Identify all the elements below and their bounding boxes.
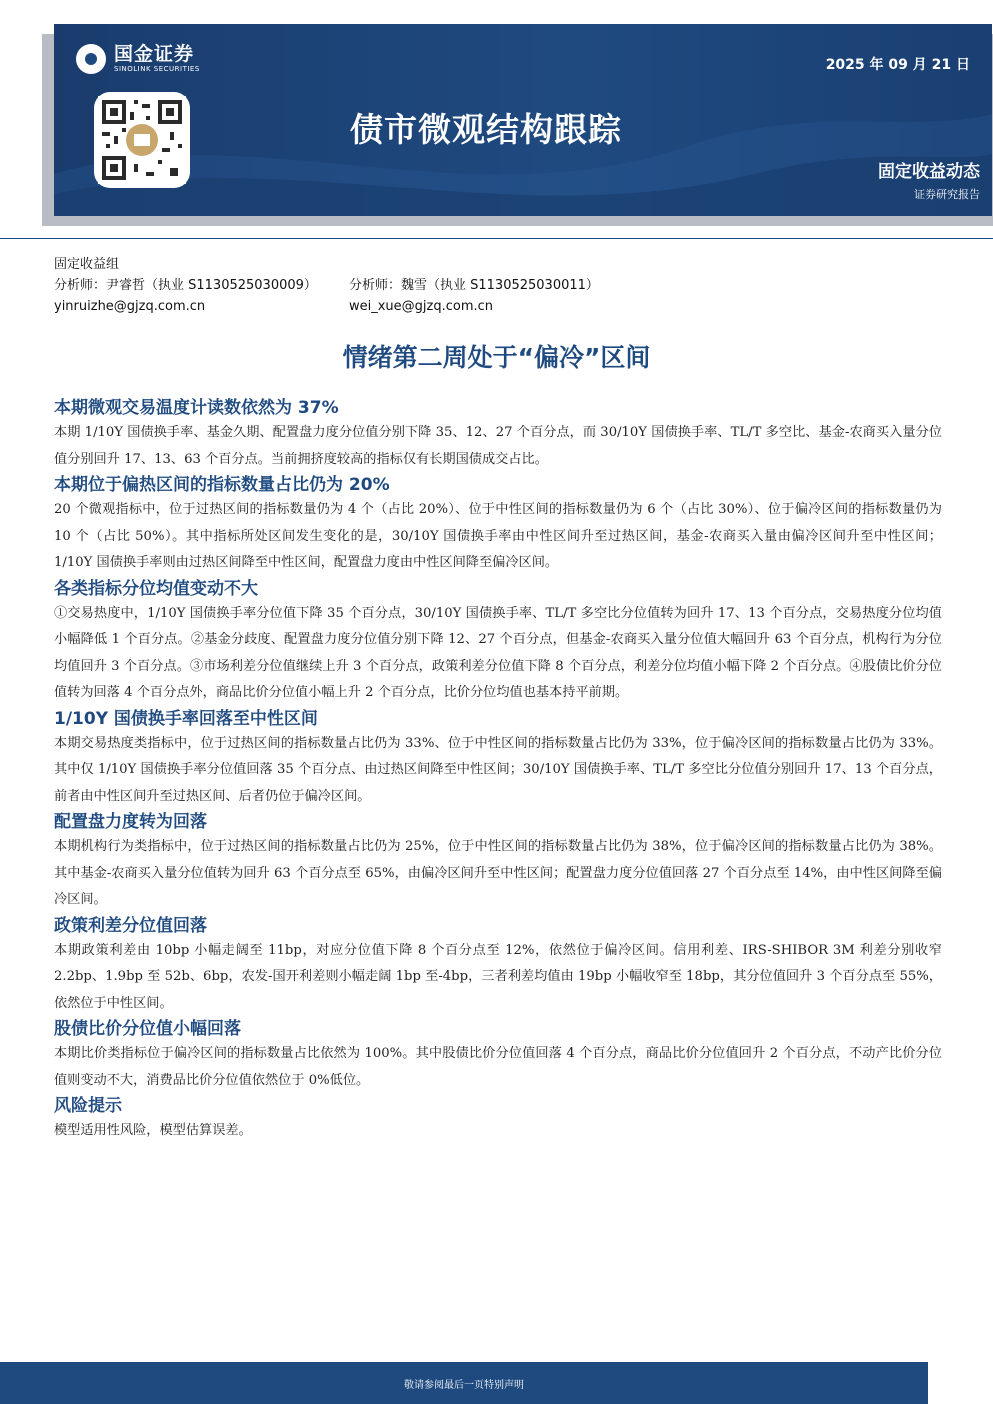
section — [54, 914, 942, 1018]
report-category: 固定收益动态 — [878, 162, 980, 182]
section-paragraph: 本期比价类指标位于偏冷区间的指标数量占比依然为 100%。其中股债比价分位值回落 4 个百分点，商品比价分位值回升 2 个百分点，不动产比价分位值则变动不大，消费品比价分位值依然位于 0%低位。 — [54, 1046, 942, 1088]
report-banner — [54, 24, 992, 216]
logo-name-en: SINOLINK SECURITIES — [114, 65, 200, 73]
logo-name-cn: 国金证券 — [114, 43, 195, 65]
logo-mark-icon — [76, 44, 106, 74]
section-paragraph: 20 个微观指标中，位于过热区间的指标数量仍为 4 个（占比 20%）、位于中性区间的指标数量仍为 6 个（占比 30%）、位于偏冷区间的指标数量仍为 10 个（占比 50%）。其中指标所处区间发生变化的是，30/10Y 国债换手率由中性区间升至过热区间，基金-农商买入量由偏冷区间升至中性区间；1/10Y 国债换手率则由过热区间降至中性区间，配置盘力度由中性区间降至偏冷区间。 — [54, 502, 942, 570]
team-name: 固定收益组 — [54, 257, 120, 272]
analyst-1: 分析师：尹睿哲（执业 S1130525030009） — [54, 278, 317, 293]
report-type: 证券研究报告 — [914, 188, 980, 201]
section-paragraph: ①交易热度中，1/10Y 国债换手率分位值下降 35 个百分点，30/10Y 国债换手率、TL/T 多空比分位值转为回升 17、13 个百分点，交易热度分位均值小幅降低 1 个百分点。②基金分歧度、配置盘力度分位值分别下降 12、27 个百分点，但基金-农商买入量分位值大幅回升 63 个百分点，机构行为分位均值回升 3 个百分点。③市场利差分位值继续上升 3 个百分点，政策利差分位值下降 8 个百分点，利差分位均值小幅下降 2 个百分点。④股债比价分位值转为回落 4 个百分点外，商品比价分位值小幅上升 2 个百分点，比价分位均值也基本持平前期。 — [54, 605, 942, 700]
section-heading: 配置盘力度转为回落 — [54, 812, 207, 832]
section — [54, 396, 942, 473]
header-divider — [0, 238, 993, 239]
section-heading: 1/10Y 国债换手率回落至中性区间 — [54, 708, 318, 729]
report-body — [54, 396, 942, 1145]
section-heading: 股债比价分位值小幅回落 — [54, 1019, 241, 1039]
report-series-title: 债市微观结构跟踪 — [350, 110, 622, 149]
section — [54, 577, 942, 707]
section — [54, 1017, 942, 1094]
section-paragraph: 本期政策利差由 10bp 小幅走阔至 11bp，对应分位值下降 8 个百分点至 12%，依然位于偏冷区间。信用利差、IRS-SHIBOR 3M 利差分别收窄 2.2bp、1.9bp 至 52b、6bp，农发-国开利差则小幅走阔 1bp 至-4bp，三者利差均值由 19bp 小幅收窄至 18bp，其分位值回升 3 个百分点至 55%，依然位于中性区间。 — [54, 942, 942, 1011]
report-headline: 情绪第二周处于“偏冷”区间 — [342, 343, 651, 372]
analyst-2: 分析师：魏雪（执业 S1130525030011） — [349, 278, 599, 293]
section — [54, 1094, 942, 1145]
section-paragraph: 本期 1/10Y 国债换手率、基金久期、配置盘力度分位值分别下降 35、12、27 个百分点，而 30/10Y 国债换手率、TL/T 多空比、基金-农商买入量分位值分别回升 17、13、63 个百分点。当前拥挤度较高的指标仅有长期国债成交占比。 — [54, 425, 942, 467]
analyst-block — [54, 254, 599, 317]
section-heading: 风险提示 — [54, 1096, 122, 1116]
section-paragraph: 模型适用性风险，模型估算误差。 — [54, 1123, 252, 1138]
section — [54, 810, 942, 914]
section-heading: 各类指标分位均值变动不大 — [54, 578, 258, 599]
qr-code-icon — [98, 96, 186, 184]
analyst-2-email[interactable]: wei_xue@gjzq.com.cn — [349, 299, 494, 314]
section-heading: 政策利差分位值回落 — [54, 915, 207, 936]
analyst-1-email[interactable]: yinruizhe@gjzq.com.cn — [54, 299, 206, 314]
section-heading: 本期微观交易温度计读数依然为 37% — [54, 398, 339, 418]
section — [54, 707, 942, 811]
company-logo — [76, 44, 200, 74]
section-paragraph: 本期交易热度类指标中，位于过热区间的指标数量占比仍为 33%、位于中性区间的指标数量占比仍为 33%，位于偏冷区间的指标数量占比仍为 33%。其中仅 1/10Y 国债换手率分位值回落 35 个百分点、由过热区间降至中性区间；30/10Y 国债换手率、TL/T 多空比分位值分别回升 17、13 个百分点，前者由中性区间升至过热区间、后者仍位于偏冷区间。 — [54, 735, 942, 804]
section-paragraph: 本期机构行为类指标中，位于过热区间的指标数量占比仍为 25%，位于中性区间的指标数量占比仍为 38%，位于偏冷区间的指标数量占比仍为 38%。其中基金-农商买入量分位值转为回升 63 个百分点至 65%，由偏冷区间升至中性区间；配置盘力度分位值回落 27 个百分点至 14%，由中性区间降至偏冷区间。 — [54, 839, 942, 907]
section — [54, 473, 942, 577]
qr-code — [94, 92, 190, 188]
footer-disclaimer: 敬请参阅最后一页特别声明 — [404, 1380, 524, 1391]
report-date: 2025 年 09 月 21 日 — [825, 57, 970, 73]
section-heading: 本期位于偏热区间的指标数量占比仍为 20% — [54, 475, 390, 495]
